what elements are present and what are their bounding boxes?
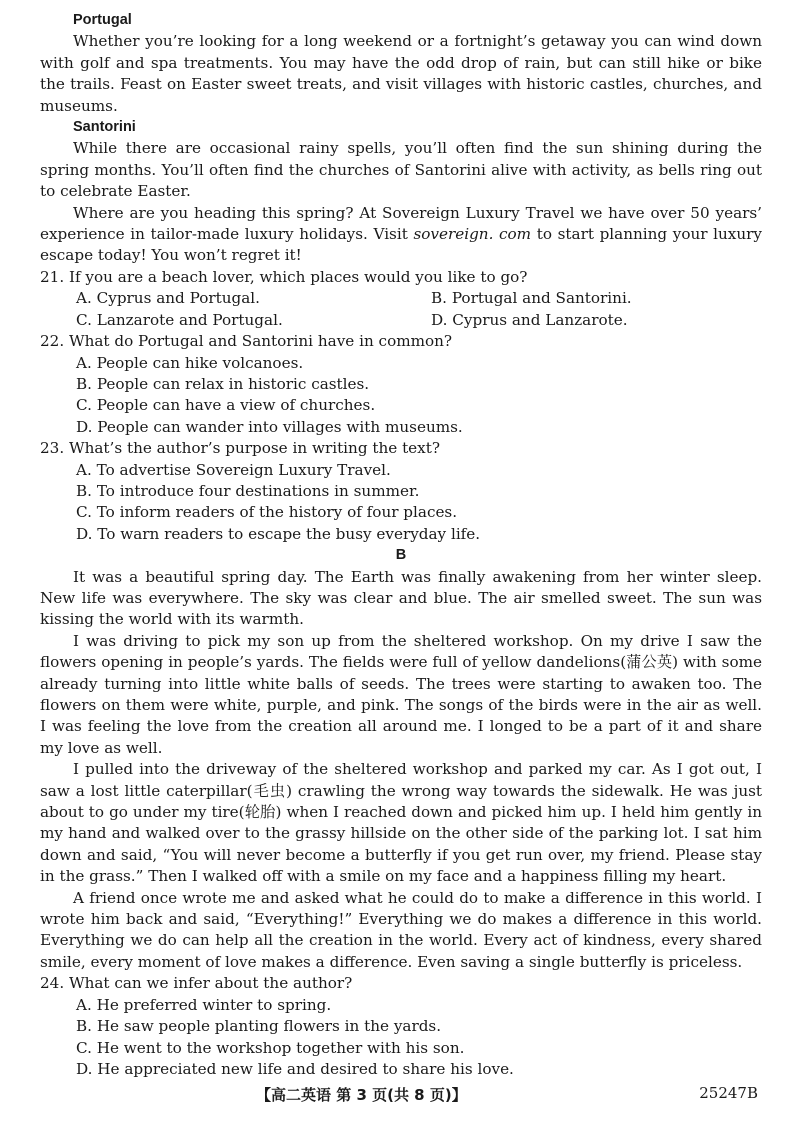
question-21-options-row-1 bbox=[76, 288, 762, 309]
question-23-option-b[interactable]: B. To introduce four destinations in summer. bbox=[76, 481, 420, 500]
question-21-option-a[interactable]: A. Cyprus and Portugal. bbox=[76, 289, 260, 308]
story-paragraph-1: It was a beautiful spring day. The Earth was finally awakening from her winter sleep. New life was everywhere. The sky was clear and blue. The air smelled sweet. The sun was kissing the world with its warmth. bbox=[40, 567, 762, 629]
page-footer bbox=[0, 1084, 794, 1108]
portugal-heading: Portugal bbox=[73, 12, 132, 28]
question-24-option-d[interactable]: D. He appreciated new life and desired to share his love. bbox=[76, 1059, 514, 1078]
closing-text-start: Where are you heading this spring? At Sovereign Luxury Travel we have over 50 years’ experience in tailor-made luxury holidays. Visit bbox=[40, 203, 762, 244]
question-23-option-c[interactable]: C. To inform readers of the history of four places. bbox=[76, 503, 458, 522]
question-23-option-d[interactable]: D. To warn readers to escape the busy everyday life. bbox=[76, 524, 481, 543]
question-21-option-d[interactable]: D. Cyprus and Lanzarote. bbox=[431, 310, 628, 329]
question-22-option-d[interactable]: D. People can wander into villages with museums. bbox=[76, 417, 463, 436]
santorini-heading: Santorini bbox=[73, 119, 136, 136]
section-b-label: B bbox=[395, 547, 407, 564]
question-24-option-c[interactable]: C. He went to the workshop together with his son. bbox=[76, 1038, 465, 1057]
question-21-options-row-2 bbox=[76, 310, 762, 331]
closing-paragraph bbox=[40, 203, 762, 267]
question-23-stem: 23. What’s the author’s purpose in writing the text? bbox=[40, 439, 440, 458]
question-24-option-b[interactable]: B. He saw people planting flowers in the yards. bbox=[76, 1017, 442, 1036]
question-22-option-b[interactable]: B. People can relax in historic castles. bbox=[76, 374, 370, 393]
footer-page-label: 【高二英语 第 3 页(共 8 页)】 bbox=[256, 1086, 467, 1104]
exam-page bbox=[40, 10, 762, 1080]
footer-exam-code: 25247B bbox=[699, 1084, 758, 1102]
website-link[interactable]: sovereign. com bbox=[413, 225, 532, 244]
santorini-paragraph: While there are occasional rainy spells, you’ll often find the sun shining during the spring months. You’ll often find the churches of Santorini alive with activity, as bells ring out to celebrate Easter. bbox=[40, 139, 762, 201]
story-paragraph-3: I pulled into the driveway of the sheltered workshop and parked my car. As I got out, I saw a lost little caterpillar(毛虫) crawling the wrong way towards the sidewalk. He was just about to go under my tire(轮胎) when I reached down and picked him up. I held him gently in my hand and walked over to the grassy hillside on the other side of the parking lot. I sat him down and said, “You will never become a butterfly if you get run over, my friend. Please stay in the grass.” Then I walked off with a smile on my face and a happiness filling my heart. bbox=[40, 760, 762, 886]
question-24-option-a[interactable]: A. He preferred winter to spring. bbox=[76, 995, 332, 1014]
question-22-stem: 22. What do Portugal and Santorini have in common? bbox=[40, 332, 453, 351]
closing-text-end: to start planning your luxury escape today! You won’t regret it! bbox=[40, 225, 762, 265]
story-paragraph-4: A friend once wrote me and asked what he could do to make a difference in this world. I wrote him back and said, “Everything!” Everything we do makes a difference in this world. Everything we do can help all the creation in the world. Every act of kindness, every shared smile, every moment of love makes a difference. Even saving a single butterfly is priceless. bbox=[40, 888, 762, 971]
question-21-stem: 21. If you are a beach lover, which places would you like to go? bbox=[40, 267, 528, 286]
question-23-option-a[interactable]: A. To advertise Sovereign Luxury Travel. bbox=[76, 460, 391, 479]
portugal-paragraph: Whether you’re looking for a long weekend or a fortnight’s getaway you can wind down with golf and spa treatments. You may have the odd drop of rain, but can still hike or bike the trails. Feast on Easter sweet treats, and visit villages with historic castles, churches, and museums. bbox=[40, 32, 762, 115]
question-22-option-a[interactable]: A. People can hike volcanoes. bbox=[76, 353, 304, 372]
question-21-option-c[interactable]: C. Lanzarote and Portugal. bbox=[76, 310, 283, 329]
question-22-option-c[interactable]: C. People can have a view of churches. bbox=[76, 396, 376, 415]
question-24-stem: 24. What can we infer about the author? bbox=[40, 974, 353, 993]
question-21-option-b[interactable]: B. Portugal and Santorini. bbox=[431, 289, 632, 308]
story-paragraph-2: I was driving to pick my son up from the sheltered workshop. On my drive I saw the flowers opening in people’s yards. The fields were full of yellow dandelions(蒲公英) with some already turning into little white balls of seeds. The trees were starting to awaken too. The flowers on them were white, purple, and pink. The songs of the birds were in the air as well. I was feeling the love from the creation all around me. I longed to be a part of it and share my love as well. bbox=[40, 631, 762, 757]
